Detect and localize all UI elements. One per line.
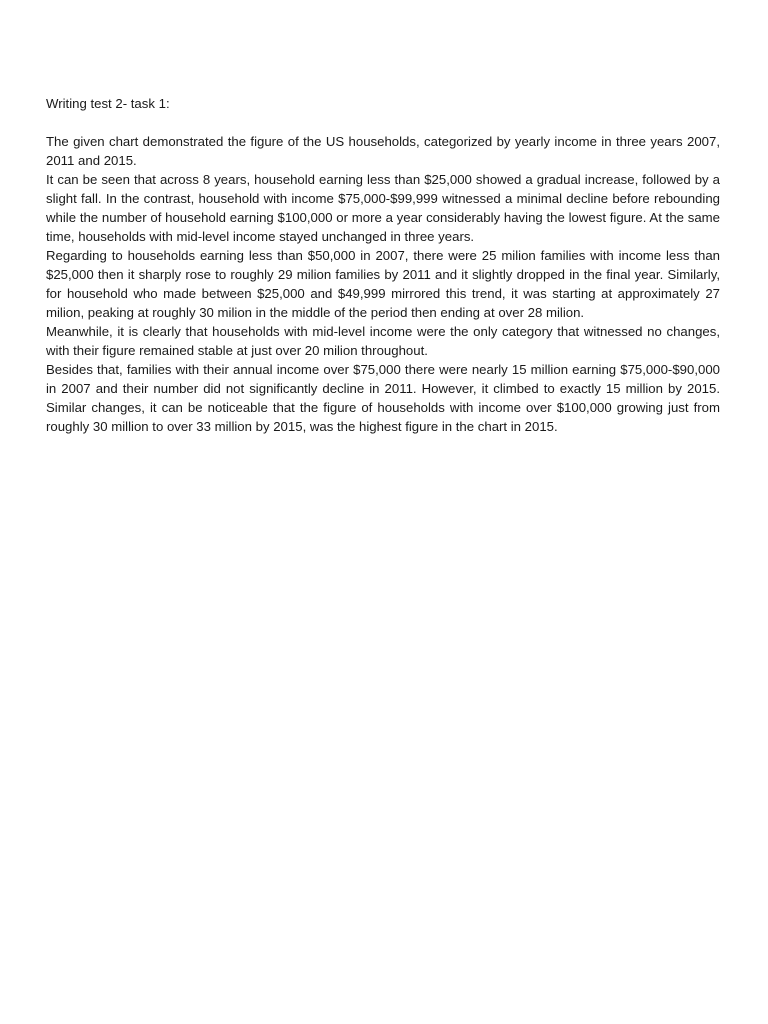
document-body <box>46 94 720 436</box>
paragraph-low-income: Regarding to households earning less than $50,000 in 2007, there were 25 milion families with income less than $25,000 then it sharply rose to roughly 29 milion families by 2011 and it slightly dropped in the final year. Similarly, for household who made between $25,000 and $49,999 mirrored this trend, it was starting at approximately 27 milion, peaking at roughly 30 milion in the middle of the period then ending at over 28 milion. <box>46 248 720 320</box>
paragraph-mid-income: Meanwhile, it is clearly that households with mid-level income were the only category that witnessed no changes, with their figure remained stable at just over 20 milion throughout. <box>46 324 720 358</box>
paragraph-intro: The given chart demonstrated the figure of the US households, categorized by yearly income in three years 2007, 2011 and 2015. <box>46 134 720 168</box>
paragraph-overview: It can be seen that across 8 years, household earning less than $25,000 showed a gradual increase, followed by a slight fall. In the contrast, household with income $75,000-$99,999 witnessed a minimal decline before rebounding while the number of household earning $100,000 or more a year considerably having the lowest figure. At the same time, households with mid-level income stayed unchanged in three years. <box>46 172 720 244</box>
paragraph-high-income: Besides that, families with their annual income over $75,000 there were nearly 15 million earning $75,000-$90,000 in 2007 and their number did not significantly decline in 2011. However, it climbed to exactly 15 million by 2015. Similar changes, it can be noticeable that the figure of households with income over $100,000 growing just from roughly 30 million to over 33 million by 2015, was the highest figure in the chart in 2015. <box>46 362 720 434</box>
document-heading: Writing test 2- task 1: <box>46 96 170 111</box>
